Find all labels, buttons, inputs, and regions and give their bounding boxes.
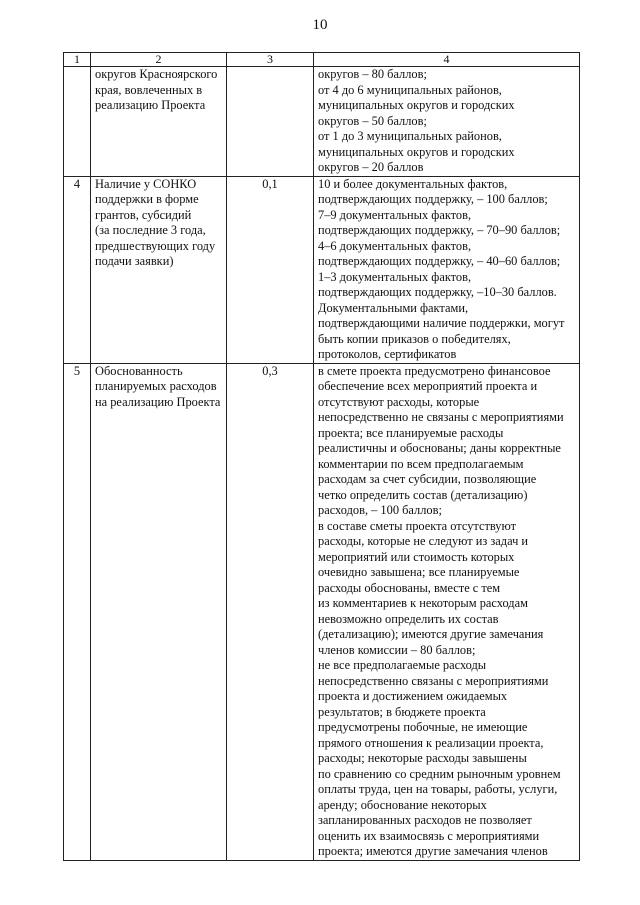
scoring-line: 10 и более документальных фактов, — [318, 176, 508, 191]
scoring-line: отсутствуют расходы, которые — [318, 394, 480, 409]
scoring-line: прямого отношения к реализации проекта, — [318, 735, 544, 750]
scoring-line: непосредственно не связаны с мероприятиями — [318, 410, 564, 424]
column-header: 2 — [91, 53, 227, 67]
column-header: 3 — [227, 53, 314, 67]
weight-coefficient: 0,3 — [227, 363, 314, 860]
criterion-line: поддержки в форме — [95, 192, 199, 206]
row-number: 5 — [64, 363, 91, 860]
scoring-line: очевидно завышена; все планируемые — [318, 565, 520, 579]
scoring-line: по сравнению со средним рыночным уровнем — [318, 766, 561, 781]
criterion-line: (за последние 3 года, — [95, 223, 206, 237]
criterion-line: реализацию Проекта — [95, 98, 206, 112]
page-number: 10 — [312, 17, 328, 33]
criterion-line: края, вовлеченных в — [95, 82, 203, 97]
row-number — [64, 67, 91, 177]
scoring-line: (детализацию); имеются другие замечания — [318, 627, 544, 641]
scoring-line: подтверждающих поддержку, – 70–90 баллов; — [318, 223, 561, 237]
scoring-line: округов – 50 баллов; — [318, 113, 427, 128]
criterion-line: предшествующих году — [95, 238, 216, 253]
scoring-line: невозможно определить их состав — [318, 611, 499, 626]
scoring-line: округов – 80 баллов; — [318, 67, 427, 81]
scoring-line: запланированных расходов не позволяет — [318, 813, 532, 827]
header-row — [64, 53, 580, 67]
scoring-line: четко определить состав (детализацию) — [318, 487, 528, 502]
scoring-cell — [314, 67, 580, 177]
scoring-line: проекта; все планируемые расходы — [318, 425, 504, 440]
scoring-line: в составе сметы проекта отсутствуют — [318, 518, 517, 533]
criterion-line: подачи заявки) — [95, 254, 174, 268]
scoring-line: комментарии по всем предполагаемым — [318, 456, 524, 471]
criterion-line: планируемых расходов — [95, 379, 217, 393]
scoring-line: предусмотрены побочные, не имеющие — [318, 720, 528, 734]
scoring-line: мероприятий или стоимость которых — [318, 549, 515, 564]
scoring-line: от 1 до 3 муниципальных районов, — [318, 129, 502, 143]
criterion-line: грантов, субсидий — [95, 207, 192, 222]
scoring-line: муниципальных округов и городских — [318, 98, 515, 112]
criterion-line: на реализацию Проекта — [95, 394, 221, 409]
weight-coefficient: 0,1 — [227, 176, 314, 363]
scoring-line: 7–9 документальных фактов, — [318, 207, 472, 222]
scoring-line: подтверждающих поддержку, –10–30 баллов. — [318, 285, 557, 299]
scoring-line: оплаты труда, цен на товары, работы, услуги, — [318, 782, 558, 796]
scoring-line: непосредственно связаны с мероприятиями — [318, 673, 549, 688]
criterion-line: Обоснованность — [95, 363, 183, 378]
criterion-line: Наличие у СОНКО — [95, 176, 197, 191]
criteria-table — [63, 52, 580, 861]
scoring-line: подтверждающими наличие поддержки, могут — [318, 316, 565, 330]
scoring-line: из комментариев к некоторым расходам — [318, 596, 528, 610]
scoring-line: подтверждающих поддержку, – 100 баллов; — [318, 192, 548, 206]
scoring-cell — [314, 176, 580, 363]
scoring-line: муниципальных округов и городских — [318, 144, 515, 159]
scoring-line: 4–6 документальных фактов, — [318, 238, 472, 253]
column-header: 4 — [314, 53, 580, 67]
scoring-line: от 4 до 6 муниципальных районов, — [318, 82, 502, 97]
scoring-line: обеспечение всех мероприятий проекта и — [318, 379, 538, 393]
scoring-line: 1–3 документальных фактов, — [318, 269, 472, 284]
scoring-line: расходов, – 100 баллов; — [318, 503, 442, 517]
scoring-line: оценить их взаимосвязь с мероприятиями — [318, 828, 540, 843]
scoring-cell — [314, 363, 580, 860]
table-row — [64, 67, 580, 177]
scoring-line: округов – 20 баллов — [318, 160, 424, 174]
criterion-cell — [91, 67, 227, 177]
row-number: 4 — [64, 176, 91, 363]
scoring-line: реалистичны и обоснованы; даны корректные — [318, 441, 561, 455]
scoring-line: результатов; в бюджете проекта — [318, 704, 486, 719]
scoring-line: протоколов, сертификатов — [318, 347, 457, 361]
scoring-line: расходы, которые не следуют из задач и — [318, 534, 529, 548]
scoring-line: расходы обоснованы, вместе с тем — [318, 580, 501, 595]
criterion-cell — [91, 176, 227, 363]
table-row — [64, 176, 580, 363]
scoring-line: подтверждающих поддержку, – 40–60 баллов; — [318, 254, 561, 268]
criterion-cell — [91, 363, 227, 860]
table-row — [64, 363, 580, 860]
criterion-line: округов Красноярского — [95, 67, 218, 81]
scoring-line: аренду; обоснование некоторых — [318, 797, 487, 812]
scoring-line: быть копии приказов о победителях, — [318, 331, 511, 346]
column-header: 1 — [64, 53, 91, 67]
scoring-line: расходам за счет субсидии, позволяющие — [318, 472, 537, 486]
scoring-line: Документальными фактами, — [318, 300, 469, 315]
weight-coefficient — [227, 67, 314, 177]
scoring-line: проекта; имеются другие замечания членов — [318, 844, 548, 858]
scoring-line: расходы; некоторые расходы завышены — [318, 751, 527, 765]
scoring-line: членов комиссии – 80 баллов; — [318, 642, 476, 657]
scoring-line: в смете проекта предусмотрено финансовое — [318, 363, 551, 378]
scoring-line: не все предполагаемые расходы — [318, 658, 487, 672]
scoring-line: проекта и достижением ожидаемых — [318, 689, 508, 703]
